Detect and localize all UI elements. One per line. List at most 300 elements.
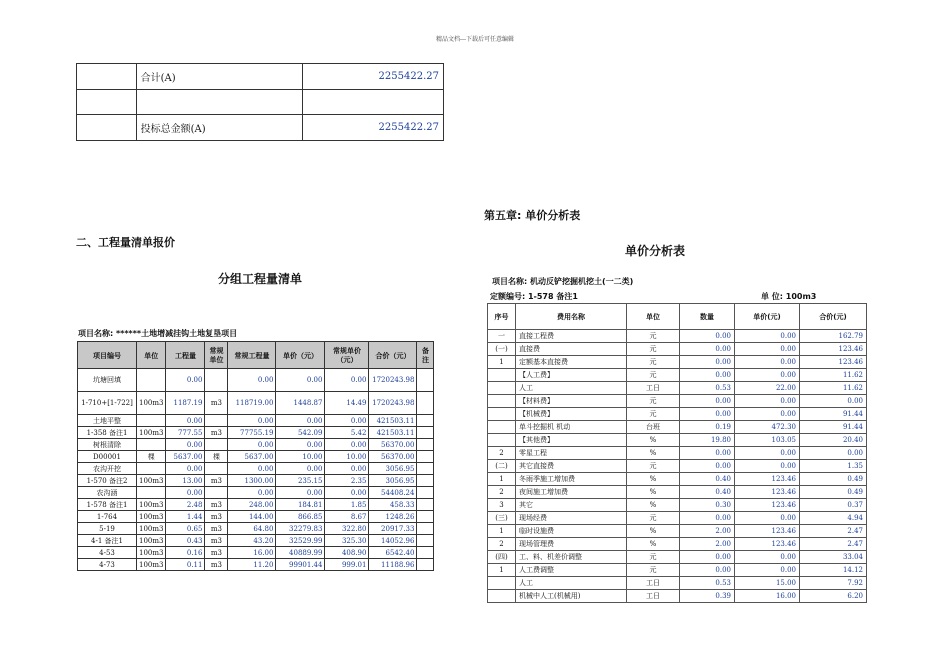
unit-cost-seq-cell: (四) [488, 551, 516, 564]
unit-cost-header: 费用名称 [516, 304, 627, 330]
unit-cost-header: 单位 [627, 304, 680, 330]
unit-cost-row [488, 577, 867, 590]
summary-value [302, 90, 443, 115]
boq-row [78, 439, 434, 451]
unit-cost-total-cell: 7.92 [800, 577, 867, 590]
boq-header: 项目编号 [78, 342, 137, 369]
unit-cost-qty-cell: 0.00 [680, 564, 735, 577]
unit-cost-qty-cell: 0.53 [680, 382, 735, 395]
unit-cost-qty-cell: 0.00 [680, 369, 735, 382]
boq-row [78, 415, 434, 427]
boq-cprice-cell: 408.90 [325, 547, 369, 559]
unit-cost-qty-cell: 19.80 [680, 434, 735, 447]
unit-cost-price-cell: 16.00 [735, 590, 800, 603]
boq-cprice-cell: 0.00 [325, 439, 369, 451]
unit-cost-unit-cell: % [627, 473, 680, 486]
boq-cqty-cell: 0.00 [228, 439, 276, 451]
summary-label [136, 90, 302, 115]
boq-code-cell: 4-73 [78, 559, 137, 571]
boq-header: 备注 [417, 342, 434, 369]
boq-total-cell: 1720243.98 [369, 392, 417, 415]
boq-note-cell [417, 369, 434, 392]
boq-price-cell: 0.00 [276, 369, 325, 392]
boq-row [78, 535, 434, 547]
boq-cqty-cell: 144.00 [228, 511, 276, 523]
unit-cost-name-cell: 【其他费】 [516, 434, 627, 447]
boq-price-cell: 1448.87 [276, 392, 325, 415]
unit-cost-unit: 单 位: 100m3 [761, 292, 817, 301]
unit-cost-qty-cell: 0.00 [680, 460, 735, 473]
unit-cost-name-cell: 其它 [516, 499, 627, 512]
unit-cost-seq-cell: 2 [488, 538, 516, 551]
unit-cost-name-cell: 临时设施费 [516, 525, 627, 538]
unit-cost-seq-cell [488, 590, 516, 603]
unit-cost-price-cell: 0.00 [735, 564, 800, 577]
boq-row [78, 499, 434, 511]
boq-cprice-cell: 322.80 [325, 523, 369, 535]
unit-cost-seq-cell: 1 [488, 473, 516, 486]
boq-code-cell: 1-578 备注1 [78, 499, 137, 511]
boq-cqty-cell: 118719.00 [228, 392, 276, 415]
boq-unit-cell: 100m3 [137, 427, 166, 439]
boq-price-cell: 32529.99 [276, 535, 325, 547]
unit-cost-seq-cell [488, 382, 516, 395]
boq-qty-cell: 0.00 [166, 487, 205, 499]
unit-cost-price-cell: 123.46 [735, 525, 800, 538]
boq-cunit-cell: m3 [205, 475, 228, 487]
boq-price-cell: 0.00 [276, 487, 325, 499]
unit-cost-total-cell: 0.37 [800, 499, 867, 512]
boq-price-cell: 99901.44 [276, 559, 325, 571]
unit-cost-seq-cell: 3 [488, 499, 516, 512]
unit-cost-total-cell: 14.12 [800, 564, 867, 577]
section-2-title: 二、工程量清单报价 [76, 236, 175, 249]
boq-qty-cell: 2.48 [166, 499, 205, 511]
unit-cost-seq-cell: 一 [488, 330, 516, 343]
unit-cost-qty-cell: 0.00 [680, 551, 735, 564]
unit-cost-seq-cell: 1 [488, 356, 516, 369]
unit-cost-header: 序号 [488, 304, 516, 330]
boq-cunit-cell: m3 [205, 511, 228, 523]
boq-code-cell: 5-19 [78, 523, 137, 535]
summary-cell-empty [77, 115, 137, 141]
unit-cost-qty-cell: 2.00 [680, 538, 735, 551]
unit-cost-row [488, 486, 867, 499]
unit-cost-seq-cell: (三) [488, 512, 516, 525]
unit-cost-total-cell: 2.47 [800, 525, 867, 538]
boq-price-cell: 0.00 [276, 439, 325, 451]
boq-total-cell: 56370.00 [369, 451, 417, 463]
boq-total-cell: 56370.00 [369, 439, 417, 451]
unit-cost-qty-cell: 0.00 [680, 343, 735, 356]
boq-price-cell: 40889.99 [276, 547, 325, 559]
boq-price-cell: 235.15 [276, 475, 325, 487]
summary-row [77, 115, 444, 141]
unit-cost-total-cell: 33.04 [800, 551, 867, 564]
boq-total-cell: 54408.24 [369, 487, 417, 499]
boq-cunit-cell: m3 [205, 499, 228, 511]
boq-unit-cell [137, 487, 166, 499]
summary-value: 2255422.27 [302, 115, 443, 141]
unit-cost-total-cell: 6.20 [800, 590, 867, 603]
unit-cost-price-cell: 0.00 [735, 343, 800, 356]
boq-cqty-cell: 0.00 [228, 487, 276, 499]
boq-total-cell: 3056.95 [369, 463, 417, 475]
unit-cost-row [488, 460, 867, 473]
unit-cost-row [488, 564, 867, 577]
unit-cost-total-cell: 4.94 [800, 512, 867, 525]
unit-cost-unit-cell: 元 [627, 369, 680, 382]
unit-cost-unit-cell: 工日 [627, 577, 680, 590]
unit-cost-table [487, 303, 867, 603]
unit-cost-unit-cell: 元 [627, 512, 680, 525]
boq-code-cell: D00001 [78, 451, 137, 463]
header-note: 精品文档---下载后可任意编辑 [435, 36, 515, 43]
boq-cprice-cell: 1.85 [325, 499, 369, 511]
unit-cost-unit-cell: 元 [627, 460, 680, 473]
unit-cost-seq-cell [488, 434, 516, 447]
unit-cost-name-cell: 其它直接费 [516, 460, 627, 473]
unit-cost-price-cell: 0.00 [735, 395, 800, 408]
boq-cqty-cell: 248.00 [228, 499, 276, 511]
boq-cunit-cell: m3 [205, 547, 228, 559]
boq-unit-cell: 棵 [137, 451, 166, 463]
boq-unit-cell: 100m3 [137, 392, 166, 415]
unit-cost-seq-cell [488, 408, 516, 421]
boq-unit-cell: 100m3 [137, 499, 166, 511]
boq-code-cell: 4-53 [78, 547, 137, 559]
boq-qty-cell: 0.65 [166, 523, 205, 535]
unit-cost-header: 数量 [680, 304, 735, 330]
unit-cost-price-cell: 0.00 [735, 356, 800, 369]
unit-cost-price-cell: 0.00 [735, 408, 800, 421]
boq-cprice-cell: 0.00 [325, 463, 369, 475]
boq-row [78, 475, 434, 487]
unit-cost-header: 合价(元) [800, 304, 867, 330]
boq-unit-cell: 100m3 [137, 475, 166, 487]
unit-cost-total-cell: 123.46 [800, 343, 867, 356]
boq-note-cell [417, 451, 434, 463]
boq-header: 常规工程量 [228, 342, 276, 369]
unit-cost-total-cell: 11.62 [800, 369, 867, 382]
unit-cost-qty-cell: 0.00 [680, 447, 735, 460]
unit-cost-qty-cell: 0.40 [680, 473, 735, 486]
boq-note-cell [417, 427, 434, 439]
unit-cost-name-cell: 直接工程费 [516, 330, 627, 343]
unit-cost-total-cell: 0.00 [800, 447, 867, 460]
unit-cost-row [488, 473, 867, 486]
boq-note-cell [417, 463, 434, 475]
unit-cost-title: 单价分析表 [625, 244, 686, 258]
boq-cqty-cell: 0.00 [228, 369, 276, 392]
boq-note-cell [417, 523, 434, 535]
unit-cost-row [488, 408, 867, 421]
boq-note-cell [417, 559, 434, 571]
boq-note-cell [417, 487, 434, 499]
boq-note-cell [417, 499, 434, 511]
unit-cost-unit-cell: 元 [627, 395, 680, 408]
unit-cost-unit-cell: 元 [627, 356, 680, 369]
boq-note-cell [417, 475, 434, 487]
boq-code-cell: 4-1 备注1 [78, 535, 137, 547]
unit-cost-name-cell: 人工费调整 [516, 564, 627, 577]
unit-cost-price-cell: 0.00 [735, 330, 800, 343]
summary-label: 投标总金额(A) [136, 115, 302, 141]
boq-row [78, 369, 434, 392]
unit-cost-row [488, 356, 867, 369]
boq-header: 工程量 [166, 342, 205, 369]
unit-cost-quota-code: 定额编号: 1-578 备注1 [490, 292, 578, 301]
boq-unit-cell: 100m3 [137, 547, 166, 559]
summary-table [76, 63, 444, 141]
unit-cost-unit-cell: 台班 [627, 421, 680, 434]
unit-cost-total-cell: 0.00 [800, 395, 867, 408]
unit-cost-name-cell: 单斗挖掘机 机动 [516, 421, 627, 434]
boq-code-cell: 农沟开挖 [78, 463, 137, 475]
unit-cost-row [488, 330, 867, 343]
unit-cost-name-cell: 夜间施工增加费 [516, 486, 627, 499]
unit-cost-row [488, 369, 867, 382]
unit-cost-unit-cell: % [627, 434, 680, 447]
boq-cunit-cell [205, 439, 228, 451]
boq-qty-cell: 777.55 [166, 427, 205, 439]
unit-cost-row [488, 499, 867, 512]
unit-cost-qty-cell: 0.53 [680, 577, 735, 590]
unit-cost-name-cell: 现场经费 [516, 512, 627, 525]
boq-header: 常规单价（元） [325, 342, 369, 369]
boq-code-cell: 1-570 备注2 [78, 475, 137, 487]
boq-unit-cell [137, 463, 166, 475]
unit-cost-qty-cell: 0.40 [680, 486, 735, 499]
chapter-5-title: 第五章: 单价分析表 [484, 209, 581, 222]
boq-row [78, 511, 434, 523]
unit-cost-name-cell: 零星工程 [516, 447, 627, 460]
unit-cost-unit-cell: 元 [627, 330, 680, 343]
boq-unit-cell: 100m3 [137, 535, 166, 547]
boq-qty-cell: 0.16 [166, 547, 205, 559]
boq-cunit-cell: m3 [205, 392, 228, 415]
boq-total-cell: 1720243.98 [369, 369, 417, 392]
boq-price-cell: 184.81 [276, 499, 325, 511]
unit-cost-total-cell: 0.49 [800, 473, 867, 486]
unit-cost-seq-cell: 1 [488, 564, 516, 577]
unit-cost-seq-cell [488, 577, 516, 590]
unit-cost-unit-cell: % [627, 499, 680, 512]
unit-cost-header: 单价(元) [735, 304, 800, 330]
unit-cost-price-cell: 0.00 [735, 551, 800, 564]
unit-cost-row [488, 525, 867, 538]
boq-qty-cell: 0.00 [166, 415, 205, 427]
boq-header: 单位 [137, 342, 166, 369]
unit-cost-row [488, 590, 867, 603]
boq-note-cell [417, 415, 434, 427]
unit-cost-price-cell: 123.46 [735, 486, 800, 499]
unit-cost-row [488, 421, 867, 434]
unit-cost-price-cell: 0.00 [735, 369, 800, 382]
boq-cprice-cell: 0.00 [325, 415, 369, 427]
unit-cost-unit-cell: 元 [627, 343, 680, 356]
boq-header: 单价（元） [276, 342, 325, 369]
boq-cunit-cell [205, 415, 228, 427]
unit-cost-price-cell: 0.00 [735, 447, 800, 460]
unit-cost-price-cell: 123.46 [735, 499, 800, 512]
boq-row [78, 487, 434, 499]
boq-row [78, 547, 434, 559]
boq-cqty-cell: 11.20 [228, 559, 276, 571]
boq-note-cell [417, 511, 434, 523]
unit-cost-total-cell: 91.44 [800, 421, 867, 434]
boq-total-cell: 14052.96 [369, 535, 417, 547]
summary-label: 合计(A) [136, 64, 302, 90]
boq-total-cell: 421503.11 [369, 427, 417, 439]
unit-cost-price-cell: 123.46 [735, 473, 800, 486]
unit-cost-total-cell: 20.40 [800, 434, 867, 447]
unit-cost-row [488, 382, 867, 395]
unit-cost-price-cell: 0.00 [735, 460, 800, 473]
boq-cqty-cell: 64.80 [228, 523, 276, 535]
boq-cunit-cell: m3 [205, 535, 228, 547]
boq-qty-cell: 0.00 [166, 439, 205, 451]
boq-cprice-cell: 10.00 [325, 451, 369, 463]
unit-cost-row [488, 538, 867, 551]
boq-cqty-cell: 0.00 [228, 415, 276, 427]
boq-cunit-cell: 棵 [205, 451, 228, 463]
boq-qty-cell: 0.00 [166, 463, 205, 475]
boq-table [77, 341, 434, 571]
unit-cost-qty-cell: 0.00 [680, 512, 735, 525]
unit-cost-seq-cell [488, 395, 516, 408]
unit-cost-total-cell: 0.49 [800, 486, 867, 499]
boq-cqty-cell: 5637.00 [228, 451, 276, 463]
boq-code-cell: 坑塘回填 [78, 369, 137, 392]
unit-cost-name-cell: 【材料费】 [516, 395, 627, 408]
unit-cost-price-cell: 472.30 [735, 421, 800, 434]
unit-cost-price-cell: 123.46 [735, 538, 800, 551]
unit-cost-total-cell: 1.35 [800, 460, 867, 473]
unit-cost-total-cell: 2.47 [800, 538, 867, 551]
unit-cost-row [488, 447, 867, 460]
boq-cunit-cell [205, 369, 228, 392]
boq-price-cell: 866.85 [276, 511, 325, 523]
unit-cost-total-cell: 91.44 [800, 408, 867, 421]
unit-cost-total-cell: 123.46 [800, 356, 867, 369]
boq-row [78, 427, 434, 439]
boq-cprice-cell: 5.42 [325, 427, 369, 439]
boq-cqty-cell: 43.20 [228, 535, 276, 547]
boq-cqty-cell: 1300.00 [228, 475, 276, 487]
unit-cost-row [488, 512, 867, 525]
boq-qty-cell: 1.44 [166, 511, 205, 523]
boq-header: 合价（元） [369, 342, 417, 369]
unit-cost-unit-cell: 元 [627, 564, 680, 577]
boq-total-cell: 6542.40 [369, 547, 417, 559]
boq-qty-cell: 5637.00 [166, 451, 205, 463]
unit-cost-unit-cell: 工日 [627, 590, 680, 603]
boq-cprice-cell: 8.67 [325, 511, 369, 523]
boq-total-cell: 1248.26 [369, 511, 417, 523]
boq-unit-cell: 100m3 [137, 559, 166, 571]
unit-cost-name-cell: 现场管理费 [516, 538, 627, 551]
unit-cost-total-cell: 11.62 [800, 382, 867, 395]
unit-cost-seq-cell [488, 369, 516, 382]
boq-cunit-cell: m3 [205, 559, 228, 571]
boq-price-cell: 32279.83 [276, 523, 325, 535]
boq-header: 常规单位 [205, 342, 228, 369]
unit-cost-qty-cell: 0.00 [680, 330, 735, 343]
boq-note-cell [417, 439, 434, 451]
boq-cprice-cell: 2.35 [325, 475, 369, 487]
boq-cqty-cell: 16.00 [228, 547, 276, 559]
unit-cost-qty-cell: 0.00 [680, 408, 735, 421]
boq-cunit-cell: m3 [205, 523, 228, 535]
unit-cost-unit-cell: % [627, 525, 680, 538]
boq-total-cell: 20917.33 [369, 523, 417, 535]
unit-cost-project-name: 项目名称: 机动反铲挖掘机挖土(一二类) [492, 277, 634, 286]
boq-cunit-cell [205, 463, 228, 475]
unit-cost-unit-cell: % [627, 538, 680, 551]
boq-price-cell: 10.00 [276, 451, 325, 463]
unit-cost-name-cell: 机械中人工(机械用) [516, 590, 627, 603]
unit-cost-row [488, 343, 867, 356]
boq-row [78, 523, 434, 535]
boq-row [78, 559, 434, 571]
unit-cost-unit-cell: 元 [627, 551, 680, 564]
boq-cprice-cell: 999.01 [325, 559, 369, 571]
unit-cost-row [488, 434, 867, 447]
boq-cunit-cell: m3 [205, 427, 228, 439]
unit-cost-qty-cell: 0.00 [680, 356, 735, 369]
boq-unit-cell: 100m3 [137, 523, 166, 535]
unit-cost-price-cell: 22.00 [735, 382, 800, 395]
boq-note-cell [417, 392, 434, 415]
boq-unit-cell [137, 439, 166, 451]
unit-cost-name-cell: 定额基本直接费 [516, 356, 627, 369]
boq-row [78, 392, 434, 415]
boq-row [78, 451, 434, 463]
summary-cell-empty [77, 90, 137, 115]
unit-cost-name-cell: 工、料、机差价调整 [516, 551, 627, 564]
boq-cprice-cell: 14.49 [325, 392, 369, 415]
unit-cost-row [488, 551, 867, 564]
boq-total-cell: 11188.96 [369, 559, 417, 571]
boq-code-cell: 1-710+[1-722] [78, 392, 137, 415]
unit-cost-price-cell: 0.00 [735, 512, 800, 525]
unit-cost-seq-cell: (一) [488, 343, 516, 356]
unit-cost-name-cell: 直接费 [516, 343, 627, 356]
boq-cprice-cell: 0.00 [325, 487, 369, 499]
unit-cost-total-cell: 162.79 [800, 330, 867, 343]
boq-note-cell [417, 547, 434, 559]
boq-price-cell: 542.09 [276, 427, 325, 439]
boq-code-cell: 农沟涵 [78, 487, 137, 499]
boq-project-name: 项目名称: ******土地增减挂钩土地复垦项目 [78, 329, 238, 338]
boq-unit-cell: 100m3 [137, 511, 166, 523]
boq-code-cell: 1-764 [78, 511, 137, 523]
unit-cost-qty-cell: 0.30 [680, 499, 735, 512]
unit-cost-seq-cell: 1 [488, 525, 516, 538]
unit-cost-seq-cell: 2 [488, 447, 516, 460]
unit-cost-price-cell: 103.05 [735, 434, 800, 447]
unit-cost-unit-cell: % [627, 486, 680, 499]
boq-cqty-cell: 0.00 [228, 463, 276, 475]
unit-cost-qty-cell: 0.19 [680, 421, 735, 434]
boq-total-cell: 458.33 [369, 499, 417, 511]
unit-cost-qty-cell: 0.39 [680, 590, 735, 603]
unit-cost-name-cell: 冬雨季施工增加费 [516, 473, 627, 486]
boq-cqty-cell: 77755.19 [228, 427, 276, 439]
unit-cost-unit-cell: 元 [627, 408, 680, 421]
boq-qty-cell: 0.43 [166, 535, 205, 547]
